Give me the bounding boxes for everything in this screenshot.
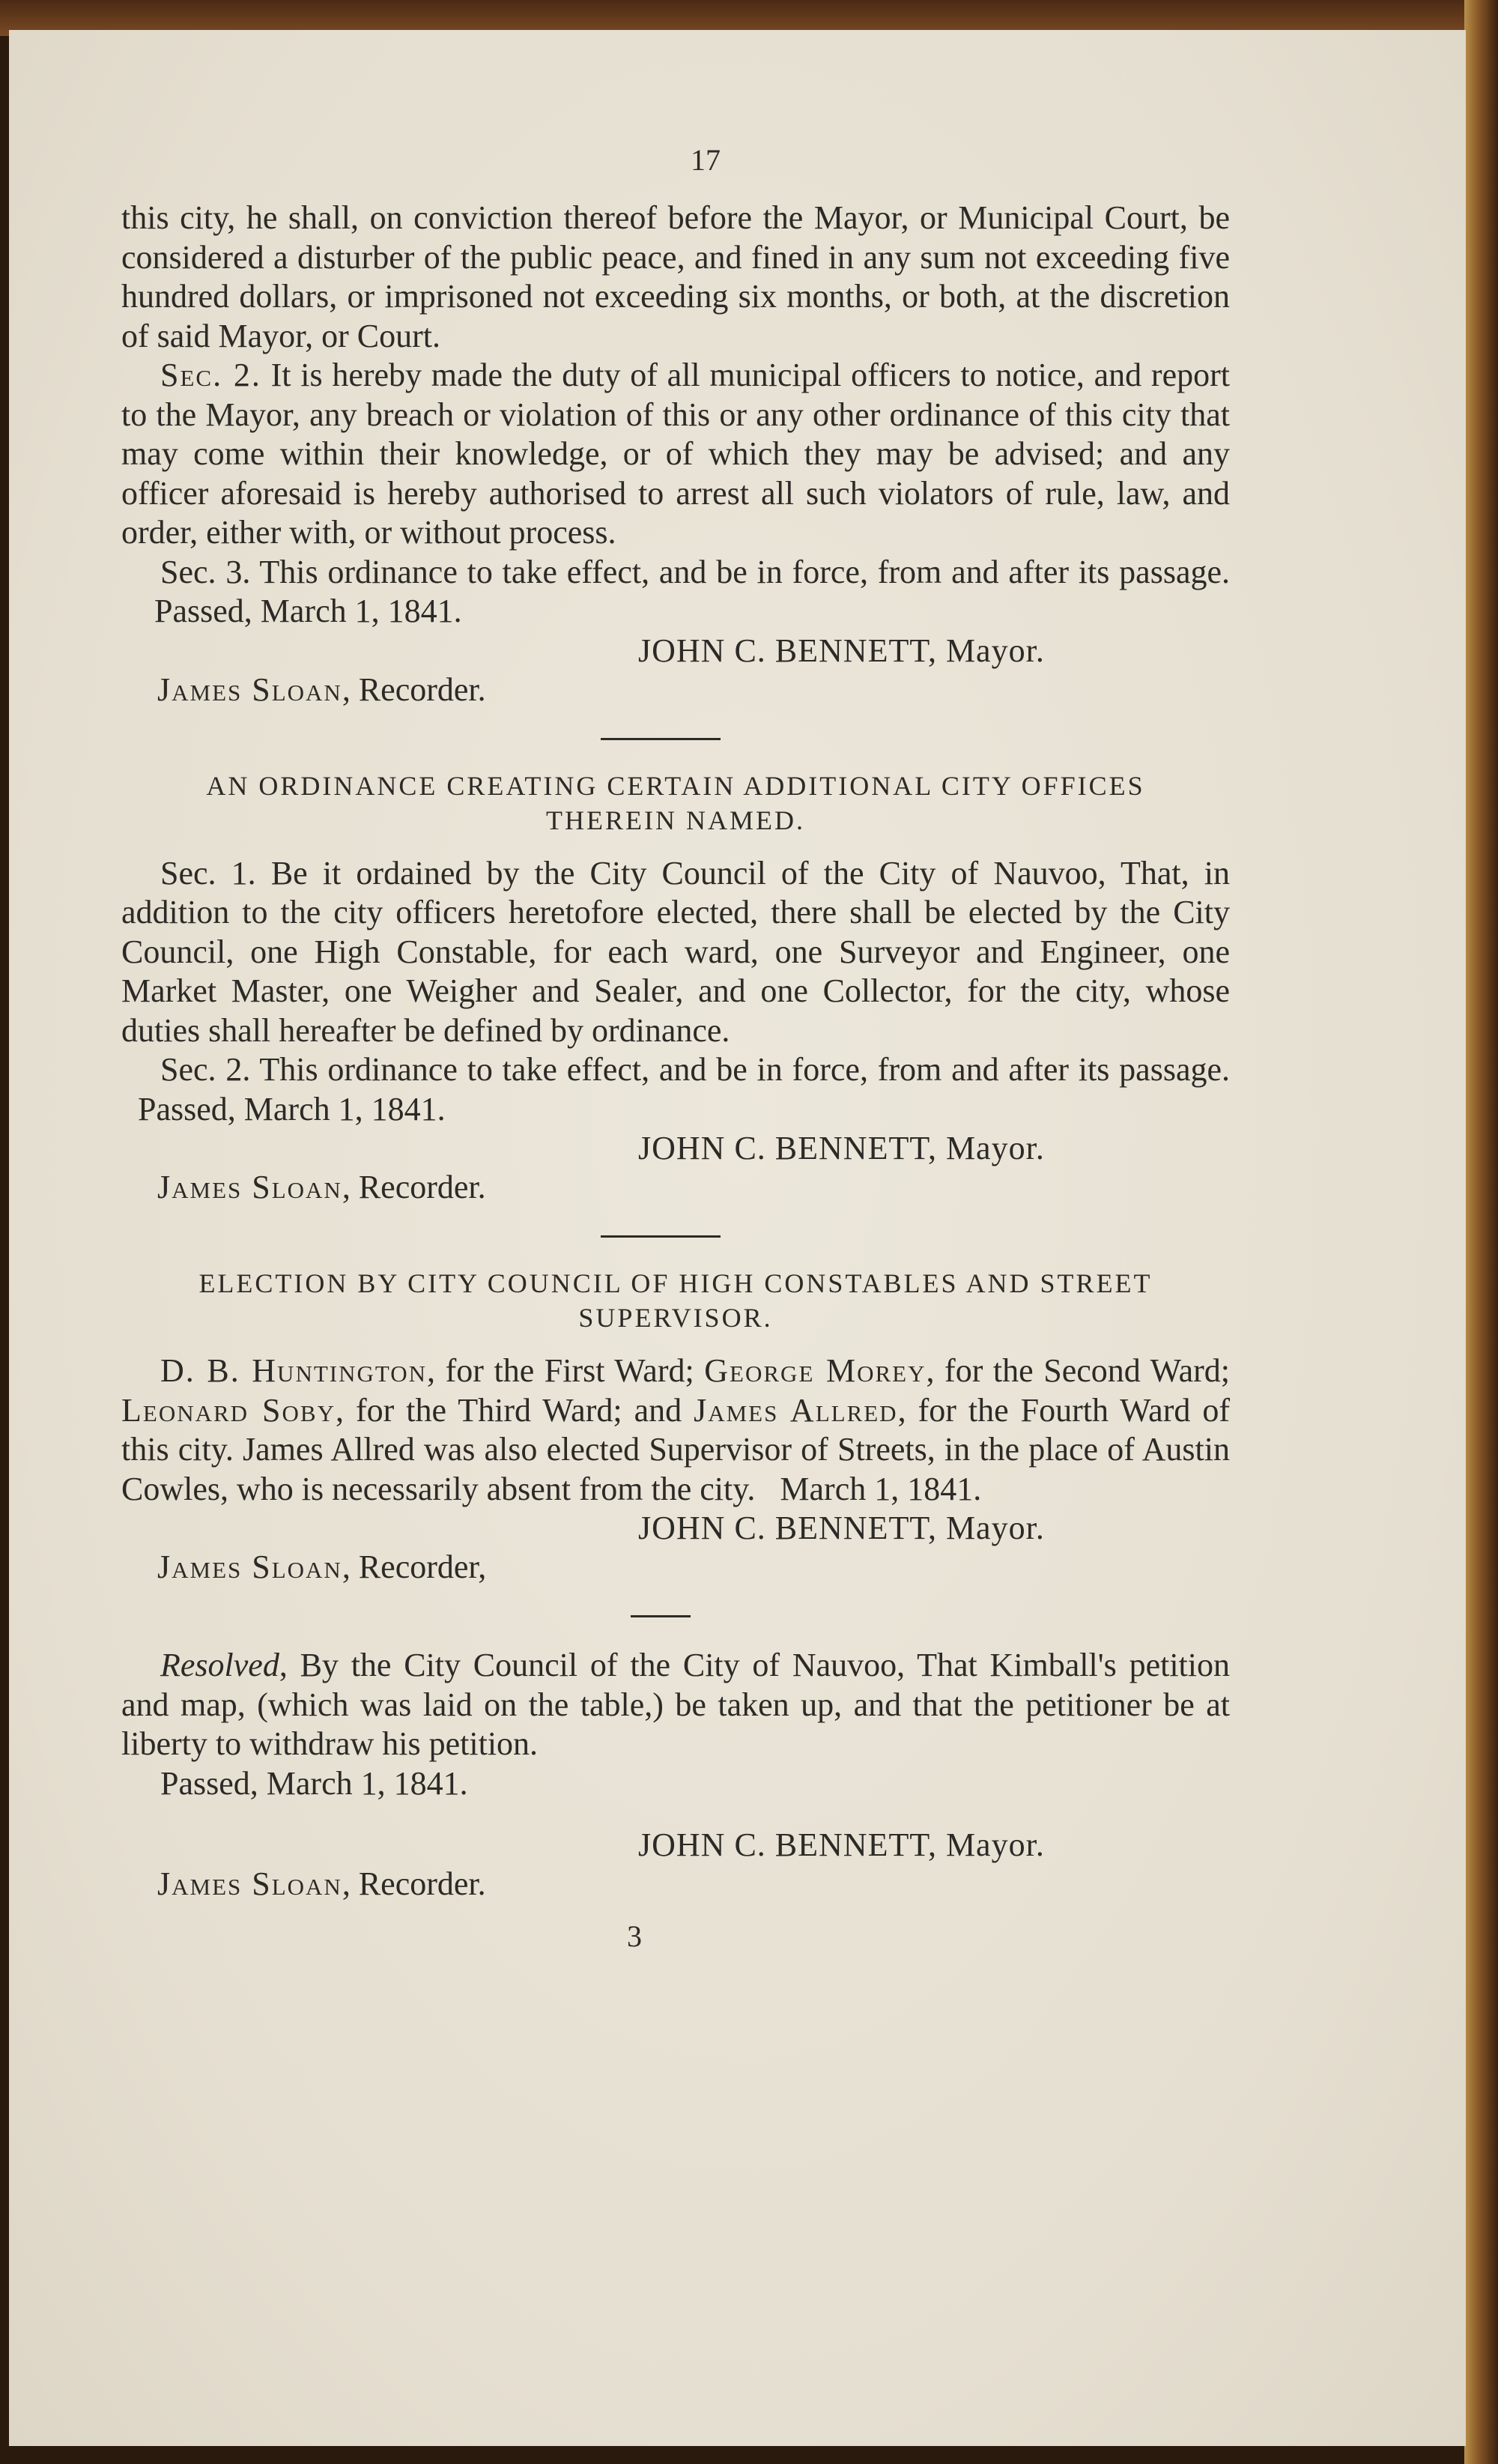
section4-passed: Passed, March 1, 1841.	[160, 1764, 468, 1802]
section4-mayor-signature: JOHN C. BENNETT, Mayor.	[638, 1826, 1045, 1863]
section2-recorder-name: James Sloan	[157, 1169, 342, 1205]
section3-heading-line2: SUPERVISOR.	[578, 1303, 773, 1333]
section3-recorder-title: , Recorder,	[342, 1549, 487, 1585]
section1-sec2-label: Sec. 2.	[160, 357, 261, 393]
section3-name-allred: James Allred	[694, 1391, 898, 1429]
page-number: 17	[691, 143, 721, 177]
section2-sec2-text: This ordinance to take effect, and be in force, from and after its passage.	[259, 1051, 1231, 1088]
section4-resolved: Resolved	[160, 1647, 279, 1683]
section2-sec1-text: Be it ordained by the City Council of the City of Nauvoo, That, in addition to the city officers heretofore elected, there shall be elected by the City Council, one High Constable, for each ward, one Surveyor and Engineer, one Market Master, one Weigher and Sealer, and one Collector, for the city, whose duties shall hereafter be defined by ordinance.	[121, 854, 1230, 1049]
section1-recorder-title: , Recorder.	[342, 671, 486, 708]
section3-mayor-signature: JOHN C. BENNETT, Mayor.	[638, 1510, 1045, 1546]
section3-text2: , for the Second Ward;	[926, 1352, 1230, 1389]
section3-text1: , for the First Ward;	[427, 1352, 705, 1389]
section3-heading-line1: ELECTION BY CITY COUNCIL OF HIGH CONSTABLES AND STREET	[198, 1268, 1153, 1298]
section2-sec1-label: Sec. 1.	[160, 854, 256, 892]
section4-recorder-title: , Recorder.	[342, 1865, 486, 1902]
section4-recorder-name: James Sloan	[157, 1865, 342, 1902]
section3-text3: , for the Third Ward; and	[335, 1391, 694, 1429]
section3-recorder	[157, 1548, 1230, 1587]
section1-mayor-signature: JOHN C. BENNETT, Mayor.	[638, 632, 1045, 669]
book-spine-edge	[1464, 0, 1498, 2464]
section1-recorder	[157, 671, 1230, 709]
section2-heading-line1: AN ORDINANCE CREATING CERTAIN ADDITIONAL CITY OFFICES	[206, 770, 1145, 801]
section2-mayor-signature: JOHN C. BENNETT, Mayor.	[638, 1130, 1045, 1166]
section3-date: March 1, 1841.	[780, 1470, 982, 1507]
section1-sec3	[121, 553, 1230, 632]
section1-sec3-text: This ordinance to take effect, and be in force, from and after its passage.	[259, 553, 1231, 590]
section4-resolution	[121, 1646, 1230, 1764]
signature-mark: 3	[627, 1919, 642, 1953]
spacer	[121, 1803, 1230, 1826]
section-divider	[601, 738, 721, 740]
section3-heading	[121, 1266, 1230, 1335]
section2-passed: Passed, March 1, 1841.	[138, 1090, 446, 1127]
section1-sec2-text: It is hereby made the duty of all municipal officers to notice, and report to the Mayor, any breach or violation of this or any other ordinance of this city that may come within their knowledge, or of which they may be advised; and any officer aforesaid is hereby authorised to arrest all such violators of rule, law, and order, either with, or without process.	[121, 357, 1230, 551]
section3-name-morey: George Morey	[704, 1352, 927, 1389]
section2-sec2-label: Sec. 2.	[160, 1051, 251, 1088]
section4-recorder	[157, 1865, 1230, 1904]
section2-recorder	[157, 1168, 1230, 1207]
section1-continuation: this city, he shall, on conviction thereof before the Mayor, or Municipal Court, be considered a disturber of the public peace, and fined in any sum not exceeding five hundred dollars, or imprisoned not exceeding six months, or both, at the discretion of said Mayor, or Court.	[121, 199, 1230, 354]
section3-text4: , for the Fourth Ward of this city. James Allred was also elected Supervisor of Streets, in the place of Austin Cowles, who is necessarily absent from the city.	[121, 1391, 1230, 1507]
section3-name-soby: Leonard Soby	[121, 1391, 336, 1429]
section3-election-text	[121, 1351, 1230, 1509]
section1-passed: Passed, March 1, 1841.	[154, 593, 462, 629]
section2-recorder-title: , Recorder.	[342, 1169, 486, 1205]
book-page	[9, 30, 1466, 2446]
section2-sec2	[121, 1050, 1230, 1129]
section3-recorder-name: James Sloan	[157, 1549, 342, 1585]
section4-text: , By the City Council of the City of Nauvoo, That Kimball's petition and map, (which was laid on the table,) be taken up, and that the petitioner be at liberty to withdraw his petition.	[121, 1647, 1230, 1762]
section-divider	[631, 1615, 691, 1617]
section1-sec2	[121, 356, 1230, 553]
section3-name-huntington: D. B. Huntington	[160, 1352, 428, 1389]
section-divider	[601, 1235, 721, 1238]
section2-heading-line2: THEREIN NAMED.	[546, 805, 805, 835]
section1-sec3-label: Sec. 3.	[160, 553, 251, 590]
section2-sec1	[121, 854, 1230, 1051]
page-content	[121, 142, 1230, 1954]
section2-heading	[121, 769, 1230, 838]
section1-recorder-name: James Sloan	[157, 671, 342, 708]
